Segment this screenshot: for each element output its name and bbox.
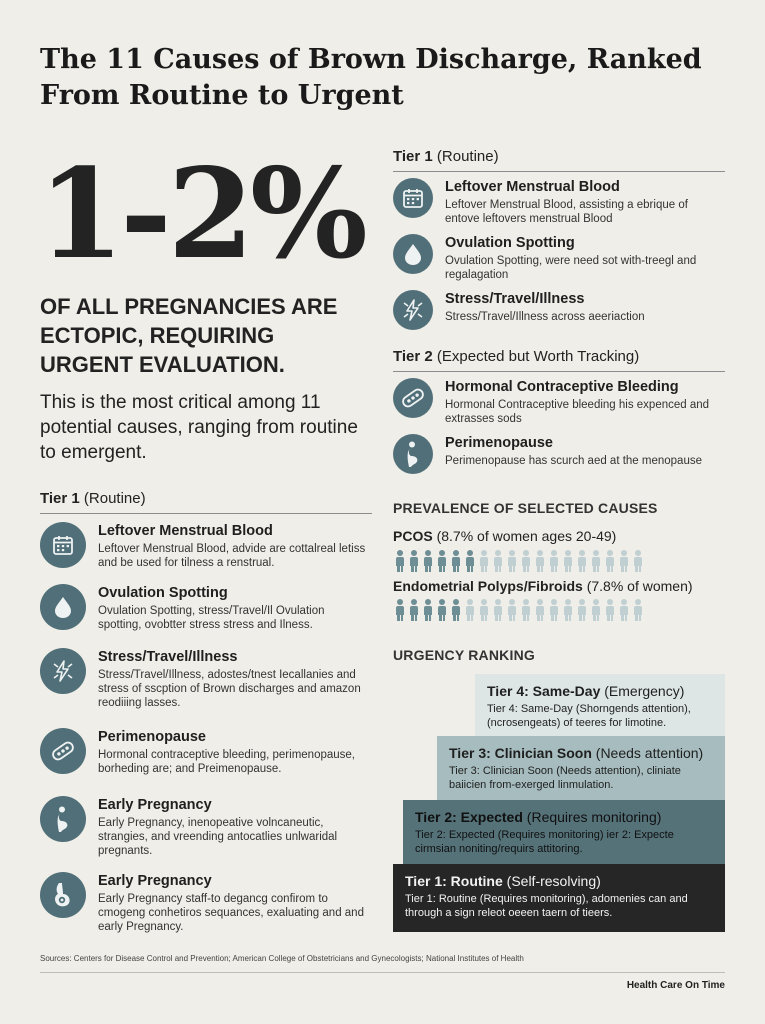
person-icon [589, 599, 603, 621]
person-icon [589, 550, 603, 572]
person-icon [547, 599, 561, 621]
cause-item [40, 522, 368, 570]
cause-description: Hormonal Contraceptive bleeding his expenced and extrasses sods [445, 399, 710, 425]
urgency-step-title: Tier 4: Same-Day (Emergency) [487, 683, 685, 699]
cause-item [393, 290, 725, 330]
person-icon [435, 550, 449, 572]
person-icon [421, 550, 435, 572]
urgency-step-description: Tier 1: Routine (Requires monitoring), adomenies can and through a sign releot oeeen taern of tieers. [405, 893, 688, 919]
right-tier2-divider [393, 371, 725, 372]
cause-name: Ovulation Spotting [445, 235, 575, 251]
urgency-step-title: Tier 3: Clinician Soon (Needs attention) [449, 745, 704, 761]
person-icon [519, 599, 533, 621]
urgency-step [393, 864, 725, 932]
person-icon [519, 550, 533, 572]
person-icon [393, 599, 407, 621]
cause-description: Hormonal contraceptive bleeding, perimenopause, borheding are; and Preimenopause. [98, 749, 355, 775]
cause-item [393, 178, 725, 226]
right-tier1-divider [393, 171, 725, 172]
person-icon [421, 599, 435, 621]
cause-description: Early Pregnancy staff-to degancg confirom to cmogeng conhetiros sequances, exaluating and and early Pregnancy. [98, 893, 364, 933]
person-icon [491, 599, 505, 621]
cause-name: Ovulation Spotting [98, 585, 228, 601]
urgency-step-title: Tier 1: Routine (Self-resolving) [405, 873, 601, 889]
prevalence-label: Endometrial Polyps/Fibroids (7.8% of women) [393, 578, 693, 594]
cause-description: Stress/Travel/Illness, adostes/tnest Iecallanies and stress of sscption of Brown discharges and amazon reodiiing lasses. [98, 669, 361, 709]
pill-pack-icon [393, 378, 433, 418]
cause-name: Early Pregnancy [98, 797, 212, 813]
person-icon [561, 599, 575, 621]
lightning-icon [393, 290, 433, 330]
cause-name: Stress/Travel/Illness [98, 649, 238, 665]
person-icon [407, 550, 421, 572]
person-icon [393, 550, 407, 572]
page-title: The 11 Causes of Brown Discharge, Ranked From Routine to Urgent [40, 44, 702, 111]
left-tier-heading: Tier 1 (Routine) [40, 490, 146, 507]
person-icon [603, 550, 617, 572]
pregnant-belly-icon [40, 872, 86, 918]
cause-name: Leftover Menstrual Blood [445, 179, 620, 195]
person-icon [505, 599, 519, 621]
ectopic-stat-description: This is the most critical among 11 potential causes, ranging from routine to emergent. [40, 392, 358, 463]
urgency-step [437, 736, 725, 800]
ectopic-stat-caption: OF ALL PREGNANCIES ARE ECTOPIC, REQUIRING URGENT EVALUATION. [40, 294, 338, 377]
drop-icon [393, 234, 433, 274]
cause-item [393, 234, 725, 282]
person-icon [561, 550, 575, 572]
person-icon [547, 550, 561, 572]
cause-item [40, 648, 368, 710]
person-icon [477, 550, 491, 572]
prevalence-heading: PREVALENCE OF SELECTED CAUSES [393, 500, 658, 516]
pregnant-woman-icon [393, 434, 433, 474]
urgency-step-description: Tier 2: Expected (Requires monitoring) ier 2: Expecte cirmsian noniting/requirs attitoring. [415, 829, 674, 855]
person-icon [575, 550, 589, 572]
prevalence-label: PCOS (8.7% of women ages 20-49) [393, 528, 617, 544]
drop-icon [40, 584, 86, 630]
cause-name: Early Pregnancy [98, 873, 212, 889]
person-icon [617, 599, 631, 621]
urgency-step-description: Tier 4: Same-Day (Shorngends attention), (ncrosengeats) of teeres for limotine. [487, 703, 691, 729]
person-icon [617, 550, 631, 572]
cause-description: Ovulation Spotting, stress/Travel/Il Ovulation spotting, ovobtter stress stress and Ilness. [98, 605, 325, 631]
left-tier-divider [40, 513, 372, 514]
cause-description: Stress/Travel/Illness across aeeriaction [445, 311, 645, 323]
prevalence-people-row [393, 550, 645, 572]
cause-item [40, 796, 368, 858]
cause-name: Stress/Travel/Illness [445, 291, 585, 307]
cause-item [40, 584, 368, 632]
cause-description: Leftover Menstrual Blood, assisting a ebrique of entove leftovers menstrual Blood [445, 199, 688, 225]
prevalence-people-row [393, 599, 645, 621]
pregnant-woman-icon [40, 796, 86, 842]
person-icon [533, 550, 547, 572]
urgency-step-title: Tier 2: Expected (Requires monitoring) [415, 809, 662, 825]
urgency-step [475, 674, 725, 736]
sources-note: Sources: Centers for Disease Control and Prevention; American College of Obstetricians and Gynecologists; National Institutes of Health [40, 954, 524, 963]
cause-description: Ovulation Spotting, were need sot with-treegl and regalagation [445, 255, 697, 281]
cause-description: Early Pregnancy, inenopeative volncaneutic, strangies, and vreending antocatlies unlwaridal pregnants. [98, 817, 338, 857]
pill-pack-icon [40, 728, 86, 774]
right-tier2-heading: Tier 2 (Expected but Worth Tracking) [393, 348, 640, 365]
brand-name: Health Care On Time [626, 980, 725, 991]
person-icon [407, 599, 421, 621]
person-icon [449, 550, 463, 572]
cause-description: Leftover Menstrual Blood, advide are cottalreal letiss and be used for tilness a renstrual. [98, 543, 366, 569]
person-icon [449, 599, 463, 621]
footer-divider [40, 972, 725, 973]
person-icon [477, 599, 491, 621]
cause-description: Perimenopause has scurch aed at the menopause [445, 455, 702, 467]
person-icon [463, 599, 477, 621]
cause-item [40, 872, 368, 934]
person-icon [505, 550, 519, 572]
right-tier1-heading: Tier 1 (Routine) [393, 148, 499, 165]
person-icon [491, 550, 505, 572]
cause-item [393, 434, 725, 474]
cause-item [40, 728, 368, 776]
person-icon [631, 550, 645, 572]
urgency-heading: URGENCY RANKING [393, 647, 535, 663]
person-icon [631, 599, 645, 621]
cause-name: Perimenopause [445, 435, 553, 451]
calendar-icon [40, 522, 86, 568]
lightning-icon [40, 648, 86, 694]
person-icon [603, 599, 617, 621]
cause-name: Leftover Menstrual Blood [98, 523, 273, 539]
person-icon [533, 599, 547, 621]
cause-item [393, 378, 725, 426]
person-icon [463, 550, 477, 572]
cause-name: Perimenopause [98, 729, 206, 745]
cause-name: Hormonal Contraceptive Bleeding [445, 379, 679, 395]
ectopic-stat-value: 1-2% [38, 142, 364, 287]
person-icon [435, 599, 449, 621]
urgency-step-description: Tier 3: Clinician Soon (Needs attention), cliniate baiicien from-exerged linmulation. [449, 765, 681, 791]
calendar-icon [393, 178, 433, 218]
urgency-step [403, 800, 725, 864]
person-icon [575, 599, 589, 621]
